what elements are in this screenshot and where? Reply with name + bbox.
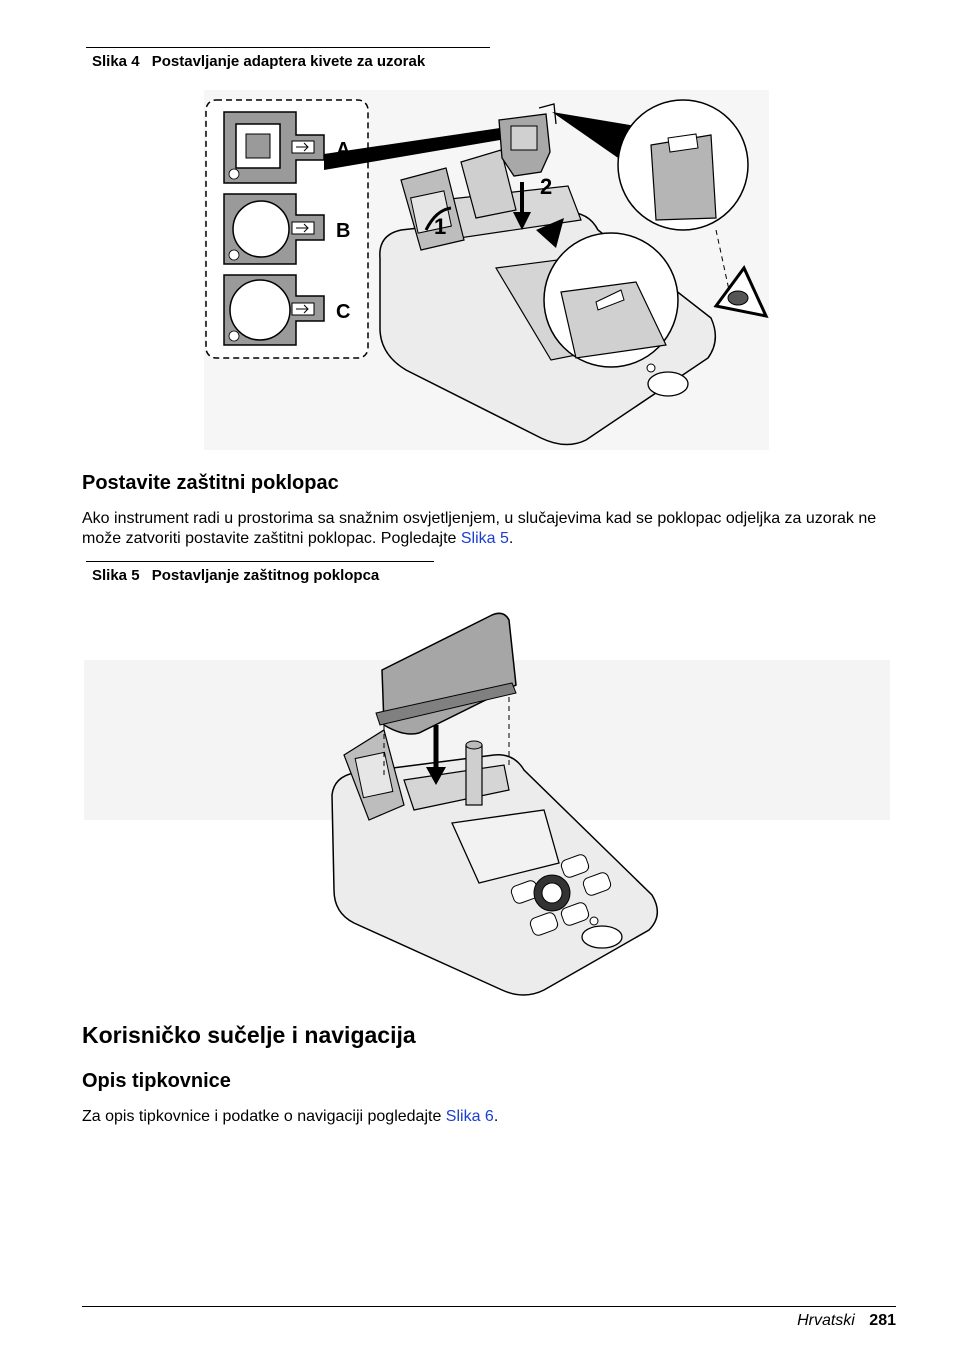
step-number-2: 2	[540, 174, 553, 199]
figure4-illustration	[196, 90, 776, 450]
figure5-caption	[92, 567, 379, 584]
figure4-caption-text: Postavljanje adaptera kivete za uzorak	[151, 53, 426, 70]
page-number: 281	[869, 1312, 896, 1329]
link-figure5[interactable]: Slika 5	[460, 530, 509, 547]
detail-circle-bottom	[544, 233, 678, 367]
adapter-letter-c: C	[336, 301, 351, 323]
page-footer	[797, 1312, 896, 1330]
adapter-letter-a: A	[336, 139, 351, 161]
section-heading-ui-navigation: Korisničko sučelje i navigacija	[82, 1022, 416, 1048]
link-figure6[interactable]: Slika 6	[445, 1108, 494, 1125]
footer-language: Hrvatski	[797, 1312, 855, 1329]
figure5-illustration	[84, 605, 890, 1000]
figure4-caption-label: Slika 4	[92, 53, 140, 70]
detail-circle-top	[618, 100, 748, 230]
section-paragraph-keypad: Za opis tipkovnice i podatke o navigaciji pogledajte Slika 6.	[82, 1108, 499, 1125]
figure4-caption	[92, 53, 425, 70]
figure5-caption-text: Postavljanje zaštitnog poklopca	[151, 567, 380, 584]
figure5-caption-label: Slika 5	[92, 567, 140, 584]
section-heading-keypad: Opis tipkovnice	[82, 1070, 231, 1092]
section-heading-protective-cover: Postavite zaštitni poklopac	[82, 472, 339, 494]
figure5-top-rule	[86, 561, 434, 562]
section-paragraph-protective-cover: Ako instrument radi u prostorima sa snažnim osvjetljenjem, u slučajevima kad se poklopac odjeljka za uzorak ne može zatvoriti postavite zaštitni poklopac. Pogledajte Slika 5.	[82, 510, 877, 547]
footer-rule	[82, 1306, 896, 1307]
adapter-letter-b: B	[336, 220, 351, 242]
vial	[466, 741, 482, 805]
step-number-1: 1	[434, 214, 447, 239]
figure4-top-rule	[86, 47, 490, 48]
